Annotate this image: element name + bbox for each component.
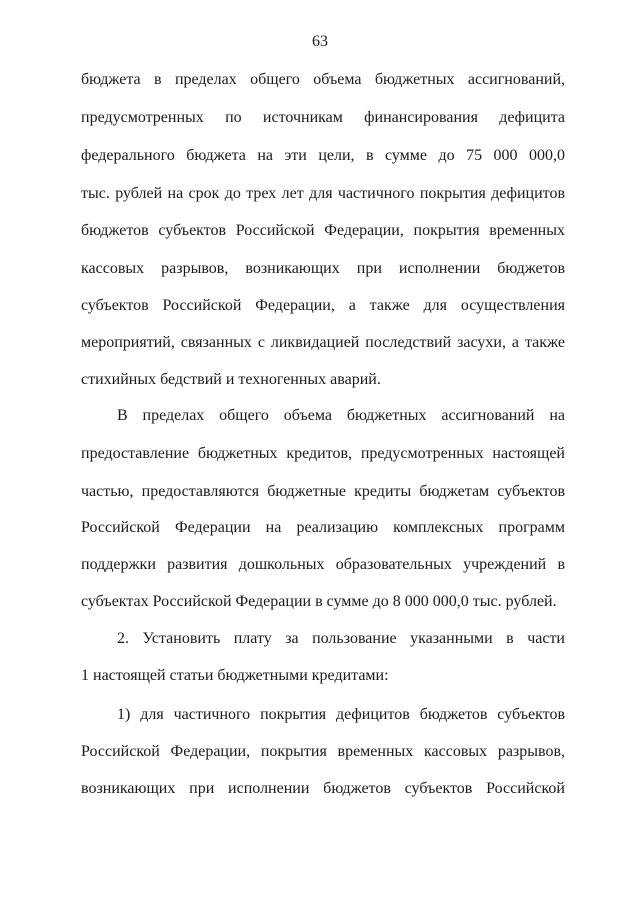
text-line: бюджетов субъектов Российской Федерации, покрытия временных: [81, 222, 565, 239]
text-line: кассовых разрывов, возникающих при исполнении бюджетов: [81, 260, 565, 277]
text-line: предоставление бюджетных кредитов, предусмотренных настоящей: [81, 445, 565, 462]
text-line: частью, предоставляются бюджетные кредиты бюджетам субъектов: [81, 483, 565, 500]
text-line: субъектах Российской Федерации в сумме до 8 000 000,0 тыс. рублей.: [81, 593, 557, 610]
text-line: 1) для частичного покрытия дефицитов бюджетов субъектов: [117, 706, 565, 723]
text-line: 2. Установить плату за пользование указанными в части: [117, 630, 565, 647]
text-line: Российской Федерации, покрытия временных кассовых разрывов,: [81, 743, 565, 760]
text-line: тыс. рублей на срок до трех лет для частичного покрытия дефицитов: [81, 185, 565, 202]
text-line: мероприятий, связанных с ликвидацией последствий засухи, а также: [81, 334, 565, 351]
text-line: субъектов Российской Федерации, а также для осуществления: [81, 297, 565, 314]
text-line: предусмотренных по источникам финансирования дефицита: [81, 109, 565, 126]
text-line: 1 настоящей статьи бюджетными кредитами:: [81, 667, 389, 684]
text-line: федерального бюджета на эти цели, в сумме до 75 000 000,0: [81, 147, 565, 164]
page-number: 63: [312, 33, 328, 50]
text-line: бюджета в пределах общего объема бюджетных ассигнований,: [81, 71, 565, 88]
text-line: В пределах общего объема бюджетных ассигнований на: [117, 407, 565, 424]
text-line: возникающих при исполнении бюджетов субъектов Российской: [81, 780, 565, 797]
text-line: Российской Федерации на реализацию комплексных программ: [81, 519, 565, 536]
text-line: стихийных бедствий и техногенных аварий.: [81, 371, 381, 388]
text-line: поддержки развития дошкольных образовательных учреждений в: [81, 556, 565, 573]
